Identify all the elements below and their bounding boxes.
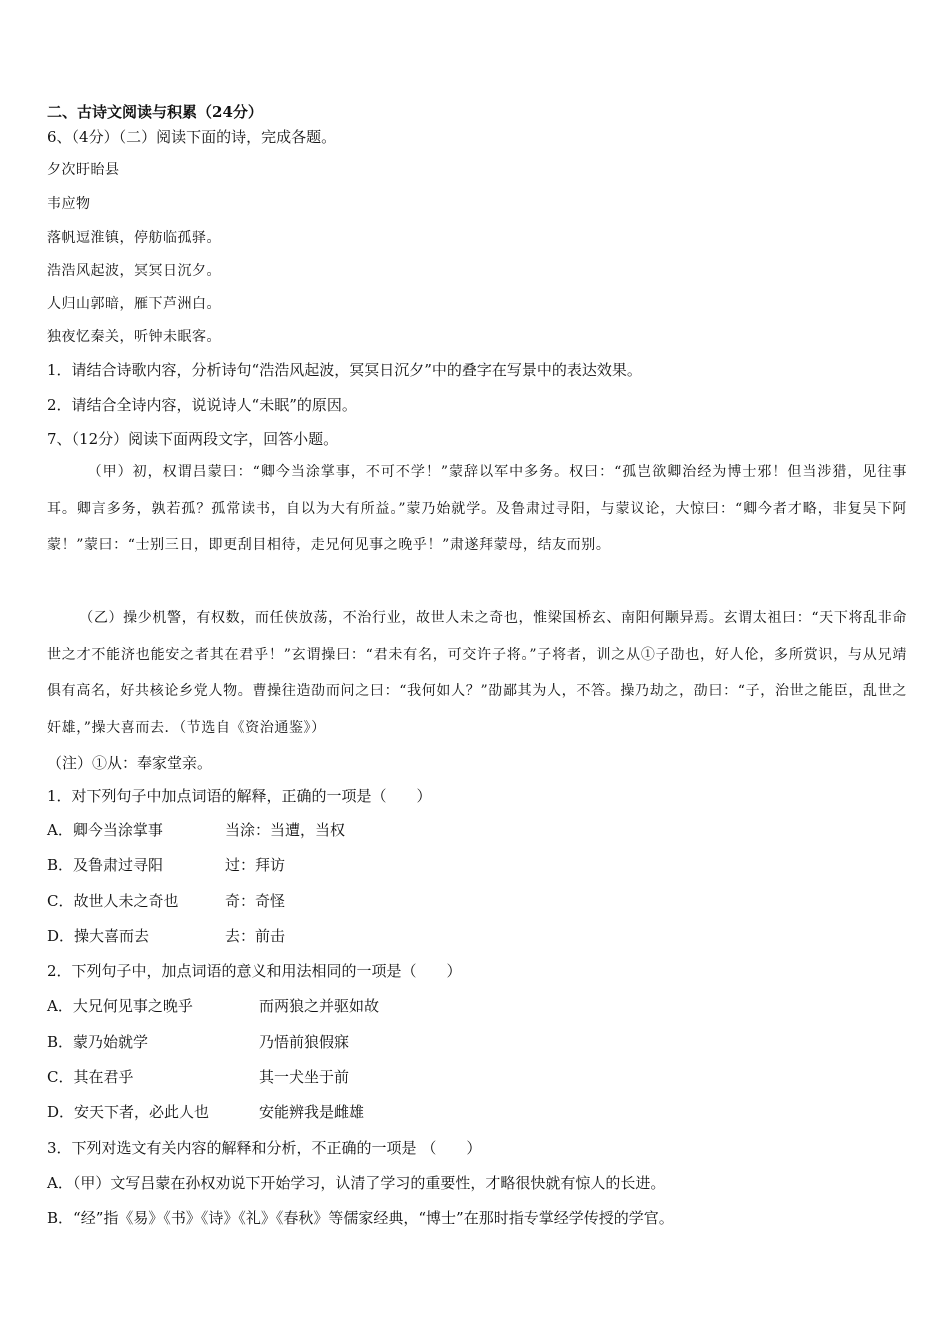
option-label: D．操大喜而去: [47, 927, 150, 945]
footnote: （注）①从：奉家堂亲。: [47, 754, 213, 772]
option-gloss: 当涂：当遭，当权: [225, 821, 346, 839]
option-row: [47, 1102, 365, 1122]
option-row: B．“经”指《易》《书》《诗》《礼》《春秋》等儒家经典，“博士”在那时指专掌经学传授的学官。: [47, 1209, 674, 1227]
poem-line: 落帆逗淮镇，停舫临孤驿。: [47, 230, 221, 246]
option-label: A．大兄何见事之晚乎: [47, 997, 193, 1015]
option-row: A．（甲）文写吕蒙在孙权劝说下开始学习，认清了学习的重要性，才略很快就有惊人的长进。: [47, 1174, 666, 1192]
question-7-3-stem: 3．下列对选文有关内容的解释和分析，不正确的一项是 （ ）: [47, 1139, 482, 1157]
question-6-heading: 6、（4分）（二）阅读下面的诗，完成各题。: [47, 128, 337, 146]
option-row: [47, 891, 286, 911]
option-gloss: 去：前击: [225, 927, 286, 945]
question-6-1: 1．请结合诗歌内容，分析诗句“浩浩风起波，冥冥日沉夕”中的叠字在写景中的表达效果。: [47, 361, 642, 379]
option-gloss: 而两狼之并驱如故: [259, 997, 380, 1015]
option-row: [47, 1067, 350, 1087]
option-gloss: 过：拜访: [225, 856, 286, 874]
option-label: B．蒙乃始就学: [47, 1033, 149, 1051]
option-label: B．及鲁肃过寻阳: [47, 856, 164, 874]
option-row: [47, 1032, 350, 1052]
question-7-heading: 7、（12分）阅读下面两段文字，回答小题。: [47, 430, 339, 448]
option-gloss: 奇：奇怪: [225, 892, 286, 910]
passage-yi: [47, 600, 907, 746]
option-row: [47, 855, 286, 875]
option-label: C．故世人未之奇也: [47, 892, 179, 910]
poem-author: 韦应物: [47, 196, 91, 212]
poem-line: 浩浩风起波，冥冥日沉夕。: [47, 263, 221, 279]
question-6-2: 2．请结合全诗内容，说说诗人“未眠”的原因。: [47, 396, 357, 414]
passage-jia-text: （甲）初，权谓吕蒙曰：“卿今当涂掌事，不可不学！”蒙辞以军中多务。权曰：“孤岂欲卿治经为博士邪！但当涉猎，见往事耳。卿言多务，孰若孤？孤常读书，自以为大有所益。”蒙乃始就学。及鲁肃过寻阳，与蒙议论，大惊曰：“卿今者才略，非复吴下阿蒙！”蒙曰：“士别三日，即更刮目相待，走兄何见事之晚乎！”肃遂拜蒙母，结友而别。: [47, 464, 907, 553]
option-row: [47, 996, 380, 1016]
poem-line: 独夜忆秦关，听钟未眠客。: [47, 329, 221, 345]
section-title: 二、古诗文阅读与积累（24分）: [47, 103, 263, 121]
option-label: A．卿今当涂掌事: [47, 821, 163, 839]
option-row: [47, 820, 346, 840]
option-label: C．其在君乎: [47, 1068, 134, 1086]
question-7-1-stem: 1．对下列句子中加点词语的解释，正确的一项是（ ）: [47, 787, 432, 805]
option-gloss: 其一犬坐于前: [259, 1068, 350, 1086]
option-label: D．安天下者，必此人也: [47, 1103, 210, 1121]
passage-jia: [47, 454, 907, 564]
option-gloss: 安能辨我是雌雄: [259, 1103, 365, 1121]
poem-title: 夕次盱眙县: [47, 162, 120, 178]
question-7-2-stem: 2．下列句子中，加点词语的意义和用法相同的一项是（ ）: [47, 962, 462, 980]
poem-line: 人归山郭暗，雁下芦洲白。: [47, 296, 221, 312]
passage-yi-text: （乙）操少机警，有权数，而任侠放荡，不治行业，故世人未之奇也，惟梁国桥玄、南阳何颙异焉。玄谓太祖曰：“天下将乱非命世之才不能济也能安之者其在君乎！”玄谓操曰：“君未有名，可交许子将。”子将者，训之从①子劭也，好人伦，多所赏识，与从兄靖俱有高名，好共核论乡党人物。曹操往造劭而问之曰：“我何如人？”劭鄙其为人，不答。操乃劫之，劭曰：“子，治世之能臣，乱世之奸雄，”操大喜而去．（节选自《资治通鉴》）: [47, 610, 907, 736]
option-gloss: 乃悟前狼假寐: [259, 1033, 350, 1051]
option-row: [47, 926, 286, 946]
